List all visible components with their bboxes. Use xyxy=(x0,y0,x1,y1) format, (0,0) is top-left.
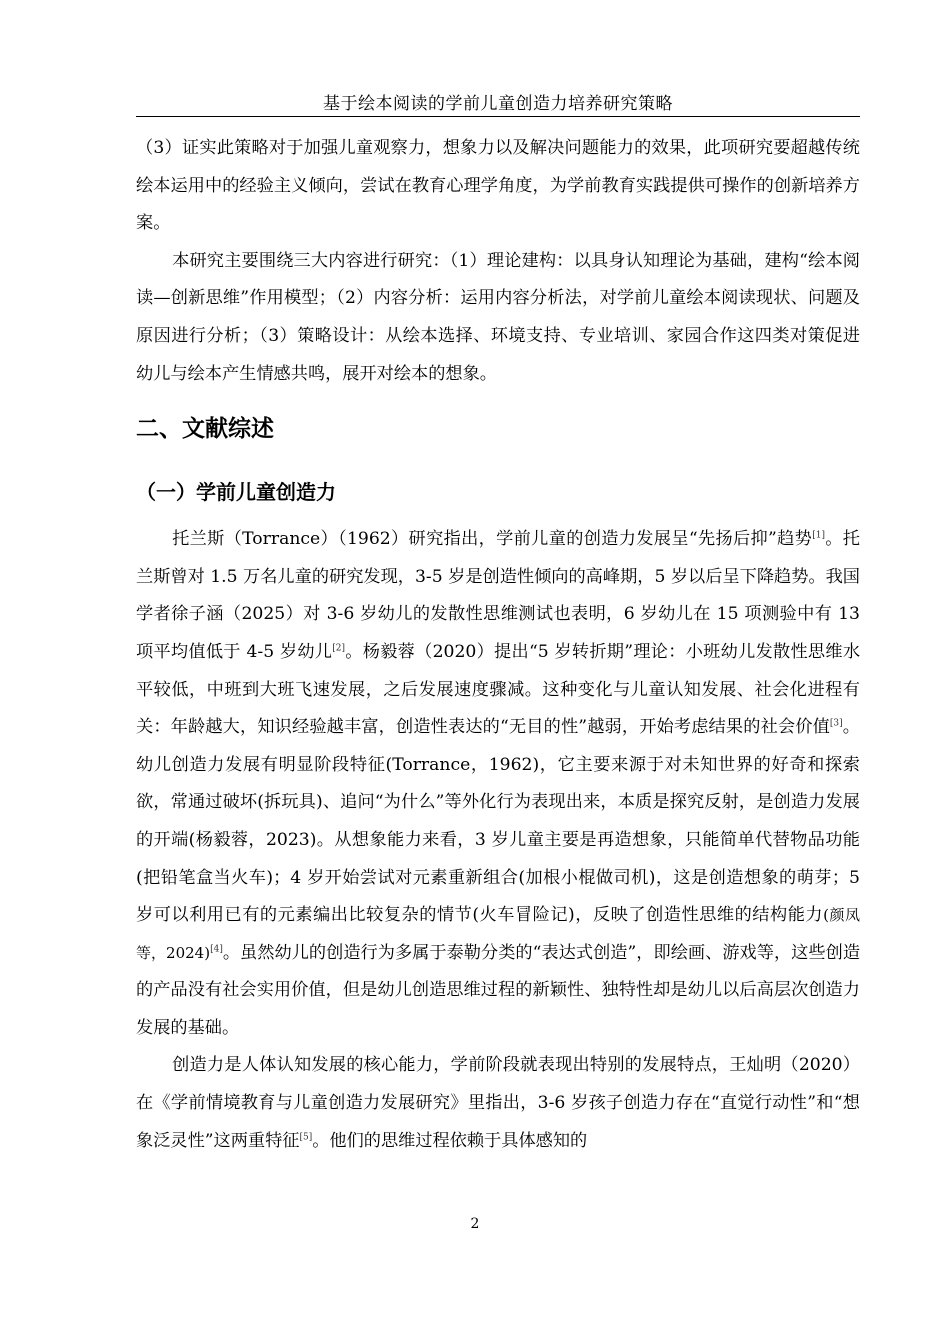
paragraph-creativity-core xyxy=(136,1047,860,1160)
text-run: 创造力是人体认知发展的核心能力，学前阶段就表现出特别的发展特点，王灿明（2020）在《学前情境教育与儿童创造力发展研究》里指出，3-6 岁孩子创造力存在“直觉行动性”和“想象泛灵性”这两重特征 xyxy=(136,1055,860,1151)
citation-ref-3: [3] xyxy=(829,718,843,729)
text-run: 。托兰斯曾对 1.5 万名儿童的研究发现，3-5 岁是创造性倾向的高峰期，5 岁以后呈下降趋势。我国学者徐子涵（2025）对 3-6 岁幼儿的发散性思维测试也表明，6 岁幼儿在 15 项测验中有 13 项平均值低于 4-5 岁幼儿 xyxy=(136,529,860,662)
paragraph-torrance xyxy=(136,521,860,1047)
citation-ref-1: [1] xyxy=(812,530,825,541)
citation-ref-5: [5] xyxy=(299,1131,313,1142)
paragraph-research-content: 本研究主要围绕三大内容进行研究：（1）理论建构：以具身认知理论为基础，建构“绘本阅读—创新思维”作用模型；（2）内容分析：运用内容分析法，对学前儿童绘本阅读现状、问题及原因进行分析；（3）策略设计：从绘本选择、环境支持、专业培训、家园合作这四类对策促进幼儿与绘本产生情感共鸣，展开对绘本的想象。 xyxy=(136,250,860,384)
body-text xyxy=(136,130,860,1160)
inline-citation: (颜凤等，2024) xyxy=(136,906,860,962)
section-heading: 二、文献综述 xyxy=(136,416,274,443)
text-run: 。他们的思维过程依赖于具体感知的 xyxy=(312,1130,588,1151)
running-header: 基于绘本阅读的学前儿童创造力培养研究策略 xyxy=(323,94,673,114)
paragraph-research-effect: （3）证实此策略对于加强儿童观察力，想象力以及解决问题能力的效果，此项研究要超越传统绘本运用中的经验主义倾向，尝试在教育心理学角度，为学前教育实践提供可操作的创新培养方案。 xyxy=(136,138,860,234)
text-run: 托兰斯（Torrance）（1962）研究指出，学前儿童的创造力发展呈“先扬后抑”趋势 xyxy=(172,529,813,550)
citation-ref-4: [4] xyxy=(210,943,223,954)
subsection-heading: （一）学前儿童创造力 xyxy=(136,480,336,505)
page-number: 2 xyxy=(470,1216,480,1232)
text-run: 。虽然幼儿的创造行为多属于泰勒分类的“表达式创造”，即绘画、游戏等，这些创造的产品没有社会实用价值，但是幼儿创造思维过程的新颖性、独特性却是幼儿以后高层次创造力发展的基础。 xyxy=(136,942,861,1038)
citation-ref-2: [2] xyxy=(332,643,346,654)
header-divider xyxy=(136,116,860,117)
text-run: 。幼儿创造力发展有明显阶段特征(Torrance，1962)，它主要来源于对未知世界的好奇和探索欲，常通过破坏(拆玩具)、追问“为什么”等外化行为表现出来，本质是探究反射，是创造力发展的开端(杨毅蓉，2023)。从想象能力来看，3 岁儿童主要是再造想象，只能简单代替物品功能(把铅笔盒当火车)；4 岁开始尝试对元素重新组合(加根小棍做司机)，这是创造想象的萌芽；5 岁可以利用已有的元素编出比较复杂的情节(火车冒险记)，反映了创造性思维的结构能力 xyxy=(136,717,860,926)
text-run: 。杨毅蓉（2020）提出“5 岁转折期”理论：小班幼儿发散性思维水平较低，中班到大班飞速发展，之后发展速度骤减。这种变化与儿童认知发展、社会化进程有关：年龄越大，知识经验越丰富，创造性表达的“无目的性”越弱，开始考虑结果的社会价值 xyxy=(136,641,861,738)
